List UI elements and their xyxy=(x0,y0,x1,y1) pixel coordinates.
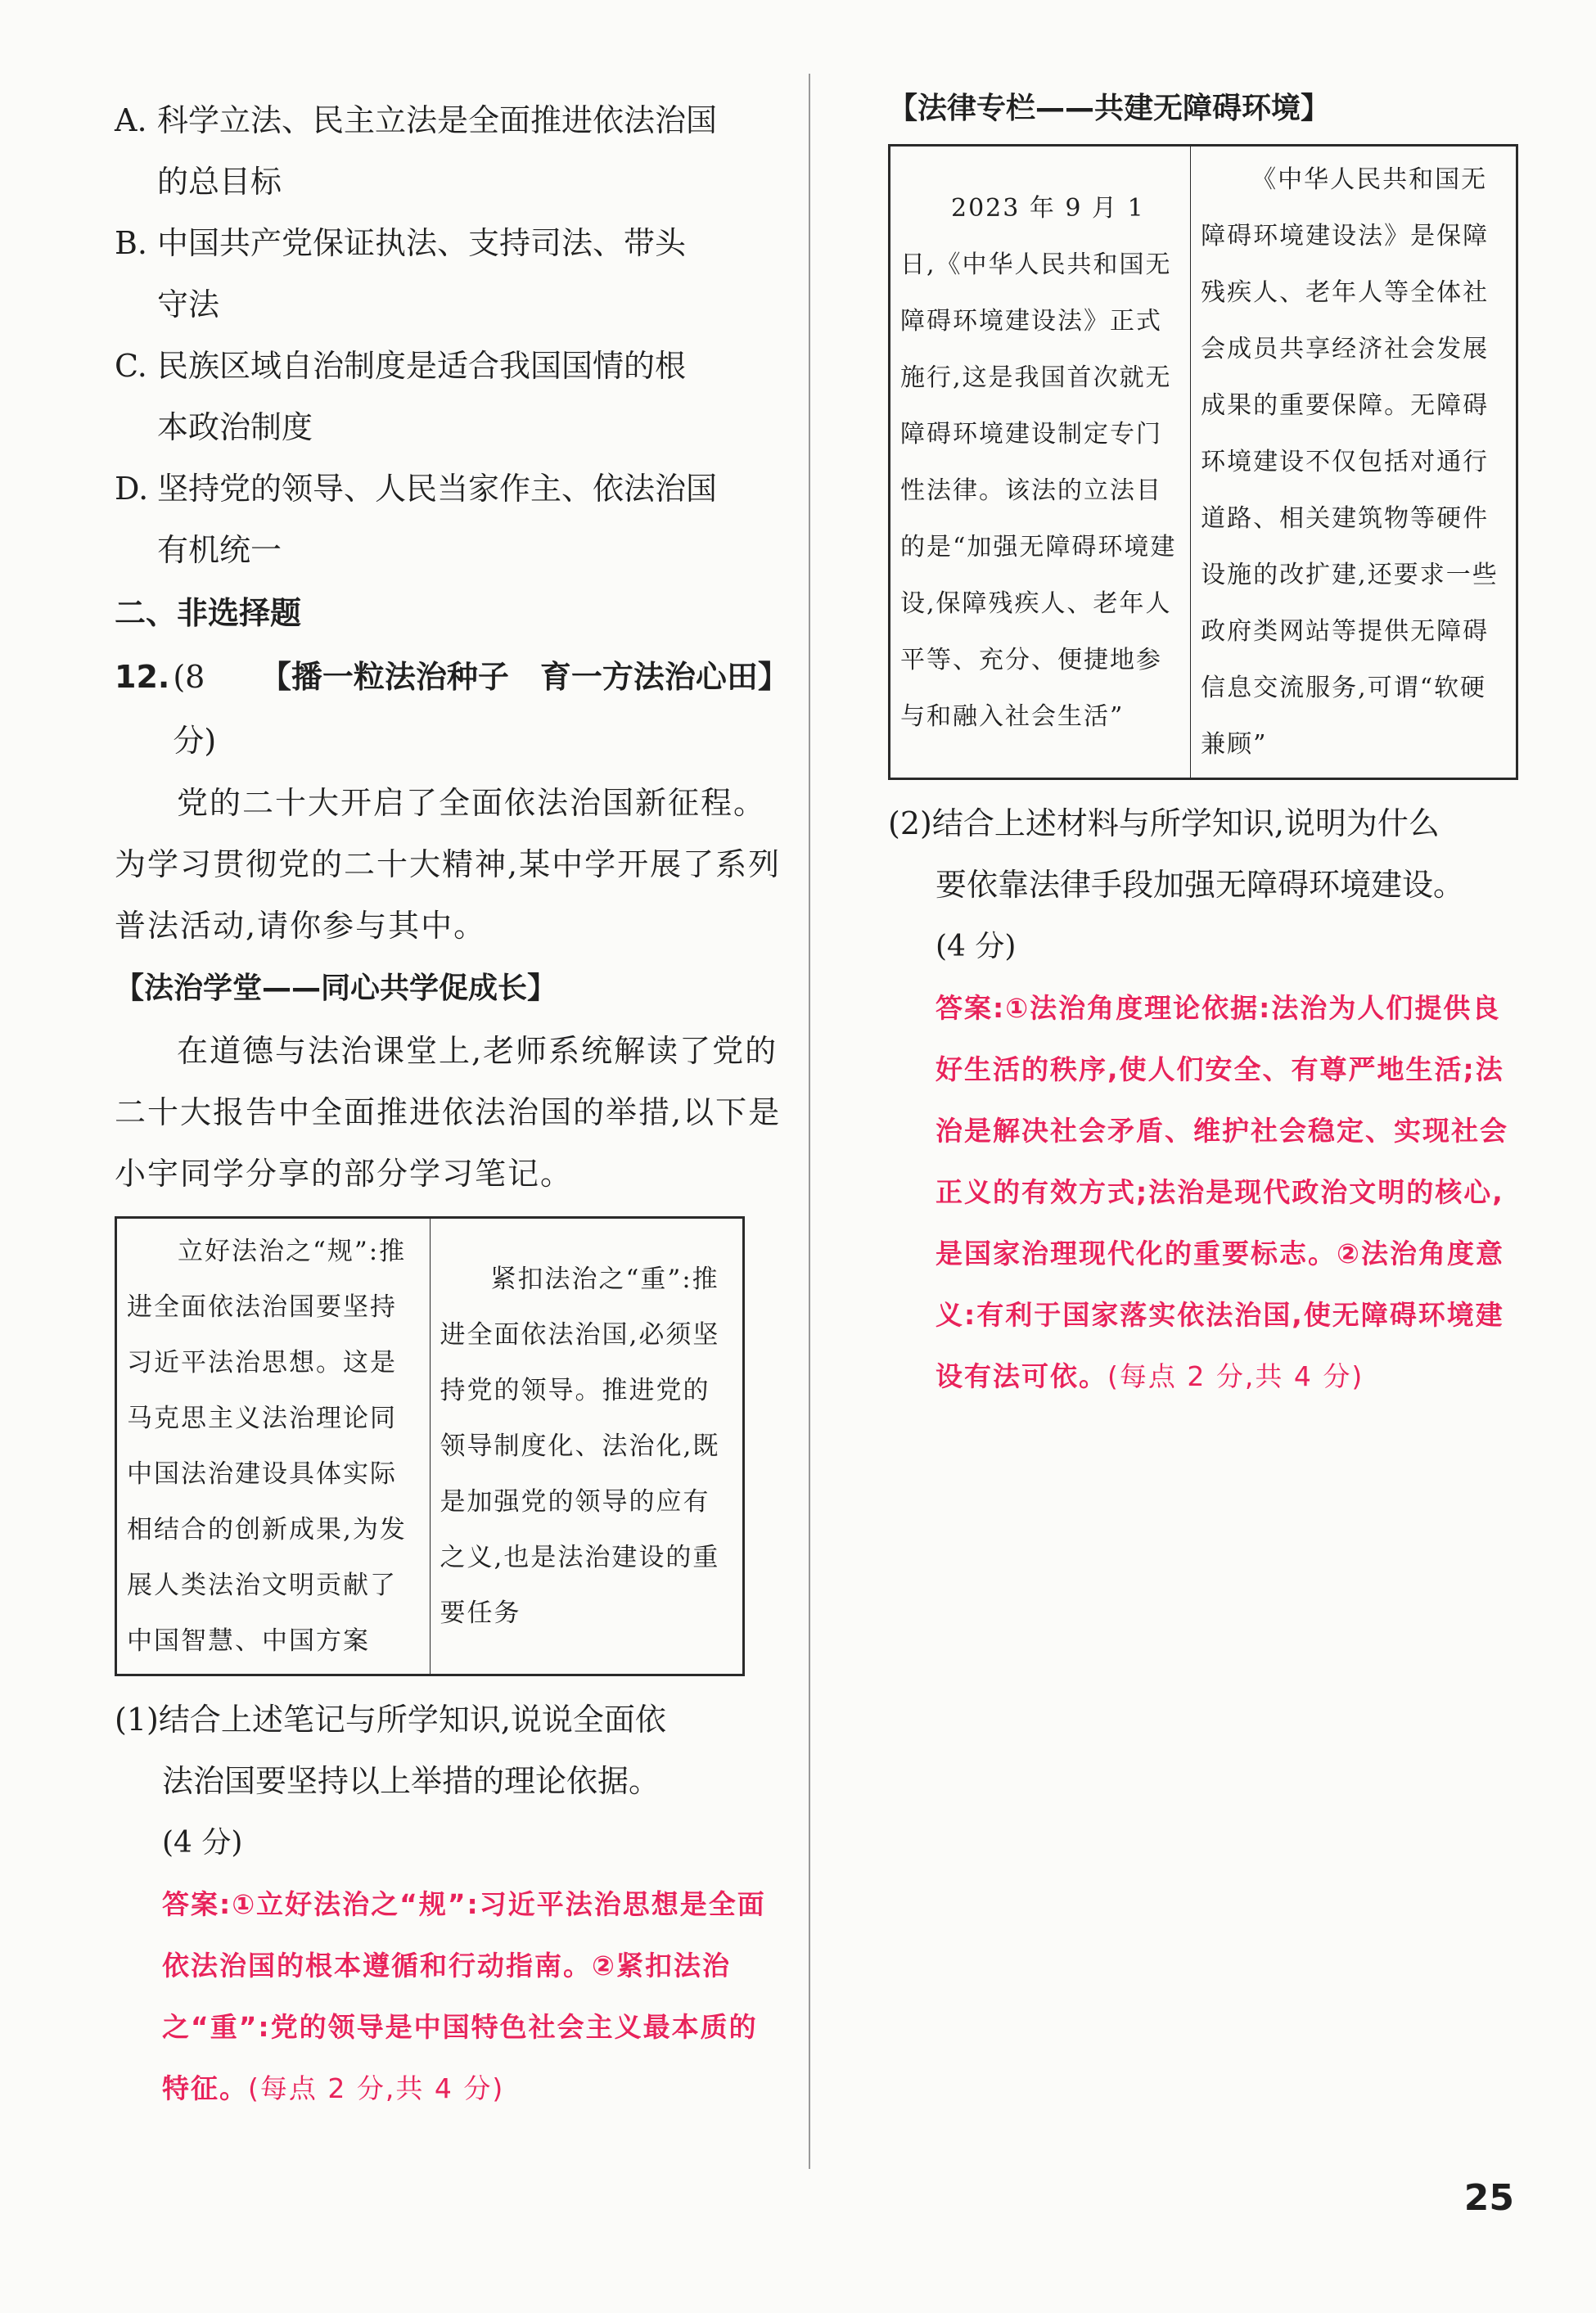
option-text-cont: 有机统一 xyxy=(157,532,282,568)
question-part-1 xyxy=(115,1689,782,1873)
answer-2-scoring: (每点 2 分,共 4 分) xyxy=(1107,1360,1364,1392)
question-part-2 xyxy=(888,793,1518,977)
subsection-intro: 在道德与法治课堂上,老师系统解读了党的二十大报告中全面推进依法治国的举措,以下是小宇同学分享的部分学习笔记。 xyxy=(115,1033,782,1192)
section-title: 二、非选择题 xyxy=(115,595,302,631)
answer-2-text: 答案:①法治角度理论依据:法治为人们提供良好生活的秩序,使人们安全、有尊严地生活;法治是解决社会矛盾、维护社会稳定、实现社会正义的有效方式;法治是现代政治文明的核心,是国家治理现代化的重要标志。②法治角度意义:有利于国家落实依法治国,使无障碍环境建设有法可依。 xyxy=(936,992,1508,1392)
option-b xyxy=(115,213,782,336)
option-letter: C. xyxy=(115,348,147,384)
part-2-line-2: 要依靠法律手段加强无障碍环境建设。 xyxy=(936,867,1465,903)
option-a xyxy=(115,90,782,213)
question-number: 12. xyxy=(115,659,170,695)
note-right-cell: 紧扣法治之“重”:推进全面依法治国,必须坚持党的领导。推进党的领导制度化、法治化,既是加强党的领导的应有之义,也是法治建设的重要任务 xyxy=(430,1218,744,1675)
option-d xyxy=(115,458,782,581)
option-letter: B. xyxy=(115,225,148,261)
answer-1-scoring: (每点 2 分,共 4 分) xyxy=(248,2072,505,2104)
option-c xyxy=(115,336,782,458)
answer-1 xyxy=(115,1873,782,2119)
part-1-line-1: (1)结合上述笔记与所学知识,说说全面依 xyxy=(115,1702,666,1738)
question-intro: 党的二十大开启了全面依法治国新征程。为学习贯彻党的二十大精神,某中学开展了系列普法活动,请你参与其中。 xyxy=(115,785,782,944)
question-title: 【播一粒法治种子 育一方法治心田】 xyxy=(259,659,789,695)
part-1-points: (4 分) xyxy=(162,1826,243,1860)
note-left-cell: 立好法治之“规”:推进全面依法治国要坚持习近平法治思想。这是马克思主义法治理论同中国法治建设具体实际相结合的创新成果,为发展人类法治文明贡献了中国智慧、中国方案 xyxy=(116,1218,431,1675)
study-notes-table xyxy=(115,1216,745,1676)
part-2-points: (4 分) xyxy=(936,930,1017,963)
law-right-cell: 《中华人民共和国无障碍环境建设法》是保障残疾人、老年人等全体社会成员共享经济社会发展成果的重要保障。无障碍环境建设不仅包括对通行道路、相关建筑物等硬件设施的改扩建,还要求一些政府类网站等提供无障碍信息交流服务,可谓“软硬兼顾” xyxy=(1191,146,1517,779)
left-column xyxy=(115,90,789,2119)
law-material-table xyxy=(888,144,1518,780)
option-text-cont: 守法 xyxy=(157,286,220,322)
right-column xyxy=(888,90,1518,1407)
question-points: (8 分) xyxy=(173,659,217,759)
option-text: 民族区域自治制度是适合我国国情的根 xyxy=(157,348,687,384)
option-text: 科学立法、民主立法是全面推进依法治国 xyxy=(157,102,718,138)
subsection-title: 【法治学堂——同心共学促成长】 xyxy=(115,972,557,1005)
option-text-cont: 本政治制度 xyxy=(157,409,313,445)
option-text: 坚持党的领导、人民当家作主、依法治国 xyxy=(157,471,718,507)
part-1-line-2: 法治国要坚持以上举措的理论依据。 xyxy=(162,1763,660,1799)
page-number: 25 xyxy=(1463,2177,1514,2219)
option-letter: A. xyxy=(115,102,147,138)
column-divider xyxy=(809,74,810,2169)
option-letter: D. xyxy=(115,471,149,507)
answer-2 xyxy=(888,977,1518,1407)
subsection-title: 【法律专栏——共建无障碍环境】 xyxy=(888,92,1331,125)
question-header xyxy=(115,645,789,773)
answer-1-text: 答案:①立好法治之“规”:习近平法治思想是全面依法治国的根本遵循和行动指南。②紧扣法治之“重”:党的领导是中国特色社会主义最本质的特征。 xyxy=(162,1888,766,2104)
option-text: 中国共产党保证执法、支持司法、带头 xyxy=(157,225,687,261)
law-left-cell: 2023 年 9 月 1 日,《中华人民共和国无障碍环境建设法》正式施行,这是我国首次就无障碍环境建设制定专门性法律。该法的立法目的是“加强无障碍环境建设,保障残疾人、老年人平等、充分、便捷地参与和融入社会生活” xyxy=(890,146,1191,779)
part-2-line-1: (2)结合上述材料与所学知识,说明为什么 xyxy=(888,805,1440,841)
option-text-cont: 的总目标 xyxy=(157,164,282,200)
